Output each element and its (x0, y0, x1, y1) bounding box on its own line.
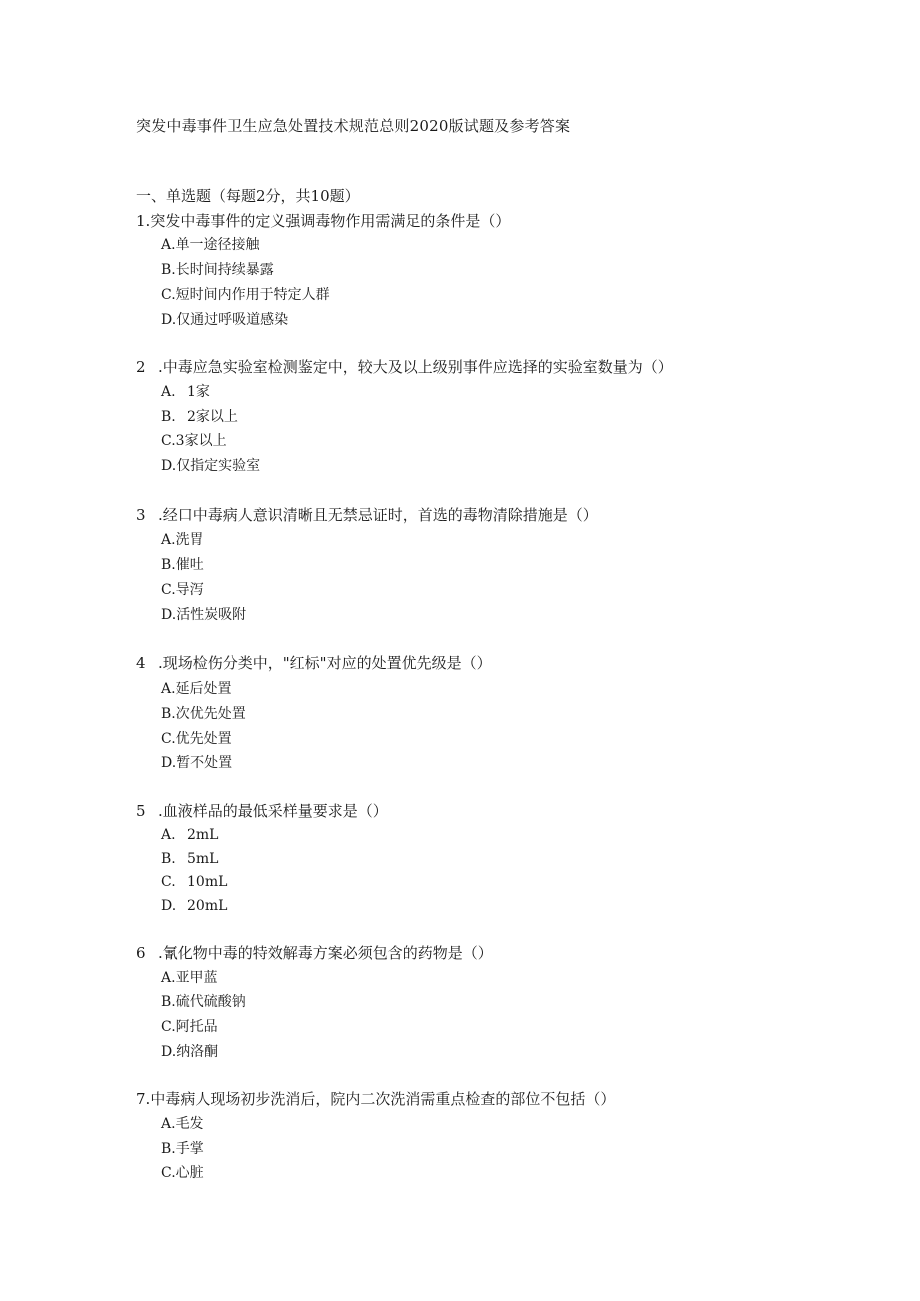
question-number: 4 (136, 654, 146, 672)
option-text: 催吐 (175, 557, 204, 573)
option-letter: A. (161, 827, 176, 843)
question-text: 中毒病人现场初步洗消后，院内二次洗消需重点检查的部位不包括（） (150, 1090, 616, 1108)
option-text: 纳洛酮 (176, 1044, 219, 1060)
option-text: 暂不处置 (176, 755, 233, 771)
option-letter: A. (161, 970, 176, 986)
option-text: 仅指定实验室 (176, 458, 261, 474)
option-item (161, 260, 274, 280)
option-letter: D. (161, 607, 177, 623)
option-text: 5mL (187, 851, 219, 867)
option-text: 阿托品 (175, 1019, 218, 1035)
option-item (161, 729, 232, 749)
option-item (161, 872, 227, 892)
option-item (161, 896, 227, 916)
question-number: 3 (136, 506, 146, 524)
option-letter: B. (161, 557, 176, 573)
option-letter: C. (161, 731, 176, 747)
option-text: 心脏 (175, 1165, 204, 1181)
option-item (161, 1139, 204, 1159)
option-letter: C. (161, 874, 176, 890)
option-item (161, 825, 218, 845)
option-text: 亚甲蓝 (175, 970, 218, 986)
option-letter: A. (161, 532, 176, 548)
question-5-stem (136, 801, 388, 821)
option-letter: B. (161, 994, 176, 1010)
question-text: .现场检伤分类中，"红标"对应的处置优先级是（） (158, 654, 492, 672)
option-text: 仅通过呼吸道感染 (176, 312, 289, 328)
option-item (161, 235, 260, 255)
section-heading: 一、单选题（每题2分，共10题） (136, 187, 360, 205)
option-item (161, 431, 227, 451)
option-text: 导泻 (175, 582, 204, 598)
question-text: .经口中毒病人意识清晰且无禁忌证时，首选的毒物清除措施是（） (158, 506, 598, 524)
question-3-stem (136, 505, 598, 525)
option-item (161, 1114, 204, 1134)
option-letter: D. (161, 312, 177, 328)
option-item (161, 992, 246, 1012)
option-text: 长时间持续暴露 (175, 262, 274, 278)
option-text: 2mL (187, 827, 219, 843)
option-item (161, 1017, 218, 1037)
option-letter: B. (161, 706, 176, 722)
question-1-stem (136, 211, 510, 231)
question-number: 6 (136, 944, 146, 962)
option-text: 延后处置 (175, 681, 232, 697)
option-text: 活性炭吸附 (176, 607, 247, 623)
question-text: .血液样品的最低采样量要求是（） (158, 802, 388, 820)
option-text: 硫代硫酸钠 (175, 994, 246, 1010)
question-number: 5 (136, 802, 146, 820)
option-text: 优先处置 (175, 731, 232, 747)
question-number: 1. (136, 212, 151, 230)
option-item (161, 382, 210, 402)
option-text: 2家以上 (187, 409, 238, 425)
option-item (161, 285, 330, 305)
option-item (161, 605, 246, 625)
question-text: .氰化物中毒的特效解毒方案必须包含的药物是（） (158, 944, 493, 962)
option-item (161, 679, 232, 699)
option-text: 20mL (187, 898, 228, 914)
option-letter: A. (161, 1116, 176, 1132)
option-text: 10mL (187, 874, 228, 890)
option-item (161, 407, 238, 427)
option-text: 洗胃 (175, 532, 204, 548)
option-letter: A. (161, 384, 176, 400)
question-2-stem (136, 357, 673, 377)
option-item (161, 704, 246, 724)
option-letter: C. (161, 287, 176, 303)
option-letter: B. (161, 262, 176, 278)
option-letter: D. (161, 755, 177, 771)
option-item (161, 530, 204, 550)
document-title: 突发中毒事件卫生应急处置技术规范总则2020版试题及参考答案 (136, 117, 571, 135)
option-text: 短时间内作用于特定人群 (175, 287, 330, 303)
option-letter: B. (161, 851, 176, 867)
option-letter: C. (161, 582, 176, 598)
option-letter: D. (161, 458, 177, 474)
question-text: 突发中毒事件的定义强调毒物作用需满足的条件是（） (150, 212, 511, 230)
option-item (161, 310, 288, 330)
option-letter: D. (161, 1044, 177, 1060)
option-letter: B. (161, 409, 176, 425)
option-text: 1家 (187, 384, 210, 400)
option-text: 毛发 (175, 1116, 204, 1132)
question-number: 2 (136, 358, 146, 376)
option-letter: C. (161, 433, 176, 449)
question-6-stem (136, 943, 493, 963)
option-item (161, 456, 260, 476)
question-number: 7. (136, 1090, 151, 1108)
option-letter: C. (161, 1019, 176, 1035)
option-item (161, 968, 218, 988)
option-letter: B. (161, 1141, 176, 1157)
option-text: 手掌 (175, 1141, 204, 1157)
option-item (161, 1042, 218, 1062)
option-letter: D. (161, 898, 177, 914)
option-item (161, 1163, 204, 1183)
option-letter: A. (161, 237, 176, 253)
option-text: 3家以上 (175, 433, 227, 449)
option-letter: C. (161, 1165, 176, 1181)
option-letter: A. (161, 681, 176, 697)
option-text: 次优先处置 (175, 706, 246, 722)
question-7-stem (136, 1089, 615, 1109)
option-item (161, 580, 204, 600)
option-item (161, 849, 218, 869)
option-item (161, 555, 204, 575)
option-item (161, 753, 232, 773)
option-text: 单一途径接触 (175, 237, 260, 253)
question-4-stem (136, 653, 492, 673)
question-text: .中毒应急实验室检测鉴定中，较大及以上级别事件应选择的实验室数量为（） (158, 358, 673, 376)
